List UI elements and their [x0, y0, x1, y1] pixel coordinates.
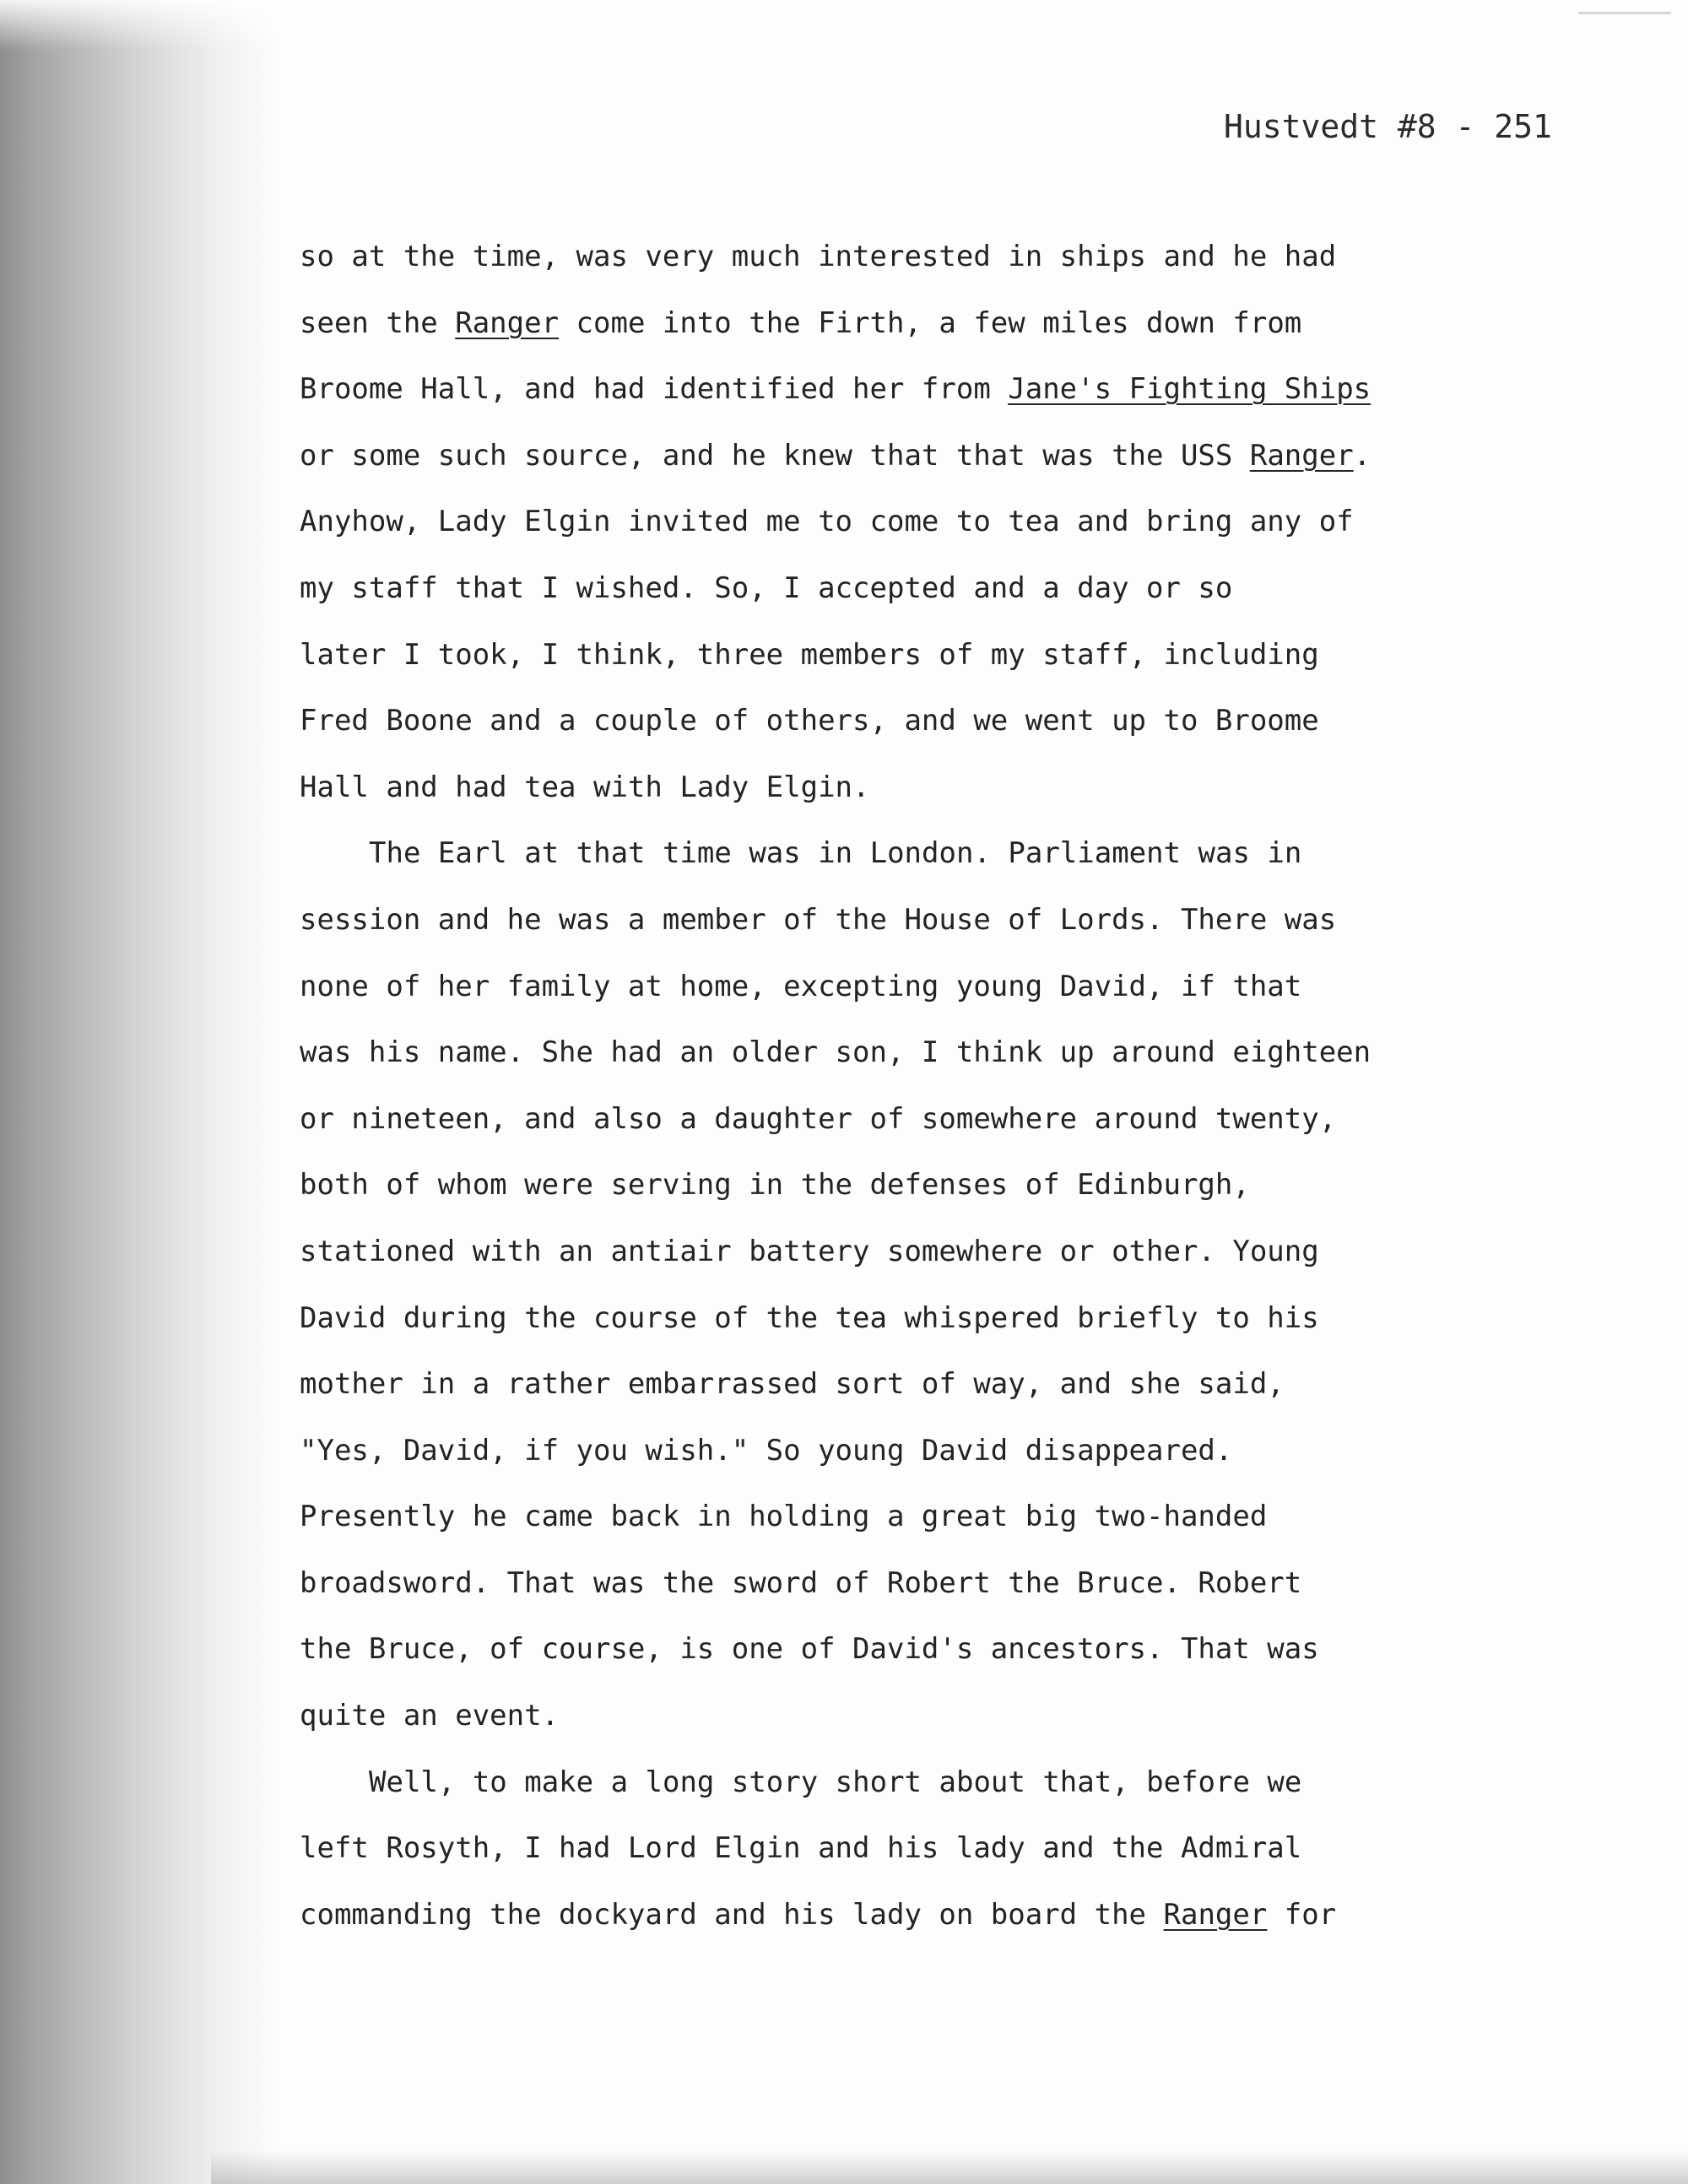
text-run: my staff that I wished. So, I accepted and a day or so — [300, 570, 1233, 605]
text-line — [300, 423, 1574, 489]
text-run: come into the Firth, a few miles down from — [559, 305, 1302, 340]
paragraph — [300, 224, 1574, 820]
binding-shadow — [0, 0, 279, 2184]
text-line — [300, 820, 1574, 887]
text-run: for — [1267, 1897, 1337, 1932]
bottom-edge-shadow — [211, 2150, 1688, 2184]
text-line — [300, 1683, 1574, 1749]
text-run: or nineteen, and also a daughter of somewhere around twenty, — [300, 1101, 1337, 1136]
text-line — [300, 555, 1574, 622]
text-run: broadsword. That was the sword of Robert the Bruce. Robert — [300, 1565, 1302, 1600]
paragraph — [300, 820, 1574, 1749]
scan-edge-mark — [1578, 12, 1671, 14]
text-run: Broome Hall, and had identified her from — [300, 372, 1009, 407]
text-line — [300, 1616, 1574, 1683]
paragraph — [300, 1749, 1574, 1949]
text-run: both of whom were serving in the defenses of Edinburgh, — [300, 1168, 1250, 1203]
text-run: seen the — [300, 305, 456, 340]
text-line — [300, 224, 1574, 290]
text-run: Well, to make a long story short about that, before we — [369, 1765, 1302, 1799]
text-run: or some such source, and he knew that that was the USS — [300, 438, 1250, 473]
text-run: "Yes, David, if you wish." So young David disappeared. — [300, 1433, 1233, 1468]
text-line — [300, 754, 1574, 821]
text-run: so at the time, was very much interested in ships and he had — [300, 240, 1337, 273]
text-line — [300, 1418, 1574, 1484]
text-line — [300, 1550, 1574, 1617]
text-run: Presently he came back in holding a great big two-handed — [300, 1500, 1268, 1534]
text-run: the Bruce, of course, is one of David's ancestors. That was — [300, 1632, 1319, 1667]
text-line — [300, 887, 1574, 954]
text-run: commanding the dockyard and his lady on board the — [300, 1897, 1164, 1932]
text-run: session and he was a member of the House of Lords. There was — [300, 902, 1337, 937]
underlined-title: Jane's Fighting Ships — [1008, 372, 1372, 407]
text-run: none of her family at home, excepting young David, if that — [300, 969, 1302, 1003]
text-line — [300, 1285, 1574, 1352]
text-line — [300, 1484, 1574, 1550]
text-line — [300, 1086, 1574, 1153]
text-line — [300, 1152, 1574, 1219]
text-run: Anyhow, Lady Elgin invited me to come to tea and bring any of — [300, 505, 1354, 539]
text-run: left Rosyth, I had Lord Elgin and his lady and the Admiral — [300, 1831, 1302, 1866]
text-run: later I took, I think, three members of my staff, including — [300, 637, 1319, 672]
page-header: Hustvedt #8 - 251 — [1224, 108, 1552, 145]
text-line — [300, 954, 1574, 1020]
text-run: . — [1353, 438, 1372, 473]
text-line — [300, 290, 1574, 357]
text-run: Hall and had tea with Lady Elgin. — [300, 770, 870, 804]
underlined-title: Ranger — [1163, 1897, 1268, 1932]
text-line — [300, 1219, 1574, 1285]
text-line — [300, 356, 1574, 423]
text-run: quite an event. — [300, 1699, 560, 1733]
text-run: Fred Boone and a couple of others, and we went up to Broome — [300, 704, 1319, 738]
text-line — [300, 1019, 1574, 1086]
text-line — [300, 1749, 1574, 1816]
text-line — [300, 688, 1574, 754]
text-run: The Earl at that time was in London. Parliament was in — [369, 836, 1302, 871]
text-run: David during the course of the tea whispered briefly to his — [300, 1300, 1319, 1335]
text-line — [300, 622, 1574, 689]
text-line — [300, 1882, 1574, 1949]
underlined-title: Ranger — [1249, 438, 1354, 473]
text-run: stationed with an antiair battery somewhere or other. Young — [300, 1234, 1319, 1268]
transcript-body — [300, 224, 1574, 1948]
text-run: was his name. She had an older son, I think up around eighteen — [300, 1035, 1372, 1070]
text-run: mother in a rather embarrassed sort of way, and she said, — [300, 1367, 1285, 1402]
binding-highlight — [0, 0, 279, 51]
underlined-title: Ranger — [455, 305, 560, 340]
text-line — [300, 489, 1574, 555]
text-line — [300, 1351, 1574, 1418]
text-line — [300, 1815, 1574, 1882]
